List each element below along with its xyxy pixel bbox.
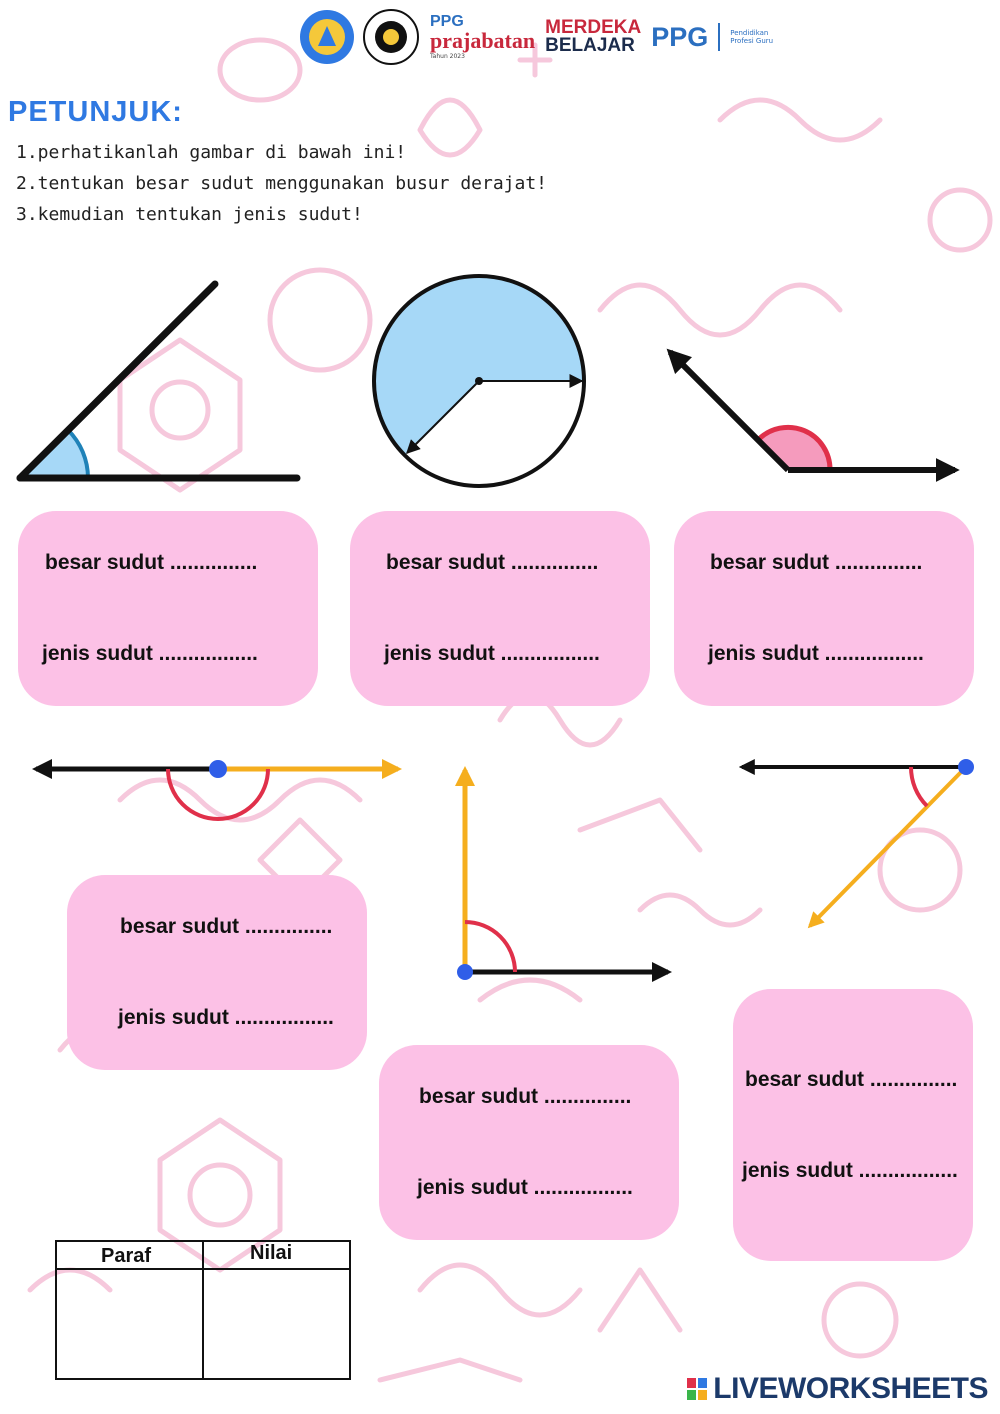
nilai-header: Nilai	[250, 1242, 293, 1264]
instruction-1: 1.perhatikanlah gambar di bawah ini!	[16, 142, 407, 163]
ppg-top-text: PPG	[430, 13, 464, 30]
figure-acute-angle-2	[742, 759, 974, 926]
besar-sudut-field[interactable]: besar sudut ...............	[120, 915, 333, 938]
liveworksheets-logo-icon	[687, 1378, 707, 1400]
grade-table-divider	[202, 1242, 204, 1378]
figure-straight-angle	[36, 760, 398, 819]
jenis-sudut-field[interactable]: jenis sudut .................	[118, 1006, 334, 1029]
jenis-sudut-field[interactable]: jenis sudut .................	[417, 1176, 633, 1199]
figure-acute-angle	[20, 284, 297, 478]
ppg-prajabatan-text: prajabatan	[430, 28, 536, 53]
instruction-2: 2.tentukan besar sudut menggunakan busur derajat!	[16, 173, 548, 194]
merdeka-belajar-logo	[545, 16, 642, 56]
besar-sudut-field[interactable]: besar sudut ...............	[745, 1068, 958, 1091]
jenis-sudut-field[interactable]: jenis sudut .................	[742, 1159, 958, 1182]
liveworksheets-text: LIVEWORKSHEETS	[713, 1372, 988, 1405]
answer-box-5	[379, 1045, 679, 1240]
ppg-prajabatan-logo	[430, 14, 535, 60]
grade-table	[55, 1240, 351, 1380]
figure-circle-angle	[374, 276, 584, 486]
logo-divider	[718, 23, 720, 51]
instruction-3: 3.kemudian tentukan jenis sudut!	[16, 204, 363, 225]
jenis-sudut-field[interactable]: jenis sudut .................	[42, 642, 258, 665]
merdeka-text: MERDEKA	[545, 16, 642, 38]
kemendikbud-logo	[298, 8, 356, 66]
ppg-year-text: Tahun 2023	[430, 53, 465, 60]
jenis-sudut-field[interactable]: jenis sudut .................	[708, 642, 924, 665]
answer-box-6	[733, 989, 973, 1261]
jenis-sudut-field[interactable]: jenis sudut .................	[384, 642, 600, 665]
grade-table-header-line	[57, 1268, 349, 1270]
belajar-text: BELAJAR	[545, 35, 635, 56]
figure-obtuse-angle	[670, 352, 955, 470]
answer-box-3	[674, 511, 974, 706]
besar-sudut-field[interactable]: besar sudut ...............	[710, 551, 923, 574]
liveworksheets-brand	[687, 1372, 988, 1406]
instructions-heading: PETUNJUK:	[8, 96, 183, 128]
unm-logo	[362, 8, 420, 66]
figure-right-angle	[457, 770, 668, 980]
besar-sudut-field[interactable]: besar sudut ...............	[386, 551, 599, 574]
answer-box-4	[67, 875, 367, 1070]
answer-box-1	[18, 511, 318, 706]
header-logos	[298, 6, 774, 68]
besar-sudut-field[interactable]: besar sudut ...............	[45, 551, 258, 574]
ppg-subtitle-text: Pendidikan Profesi Guru	[730, 28, 774, 45]
answer-box-2	[350, 511, 650, 706]
ppg-logo-text: PPG	[651, 21, 709, 52]
besar-sudut-field[interactable]: besar sudut ...............	[419, 1085, 632, 1108]
paraf-header: Paraf	[101, 1245, 152, 1267]
